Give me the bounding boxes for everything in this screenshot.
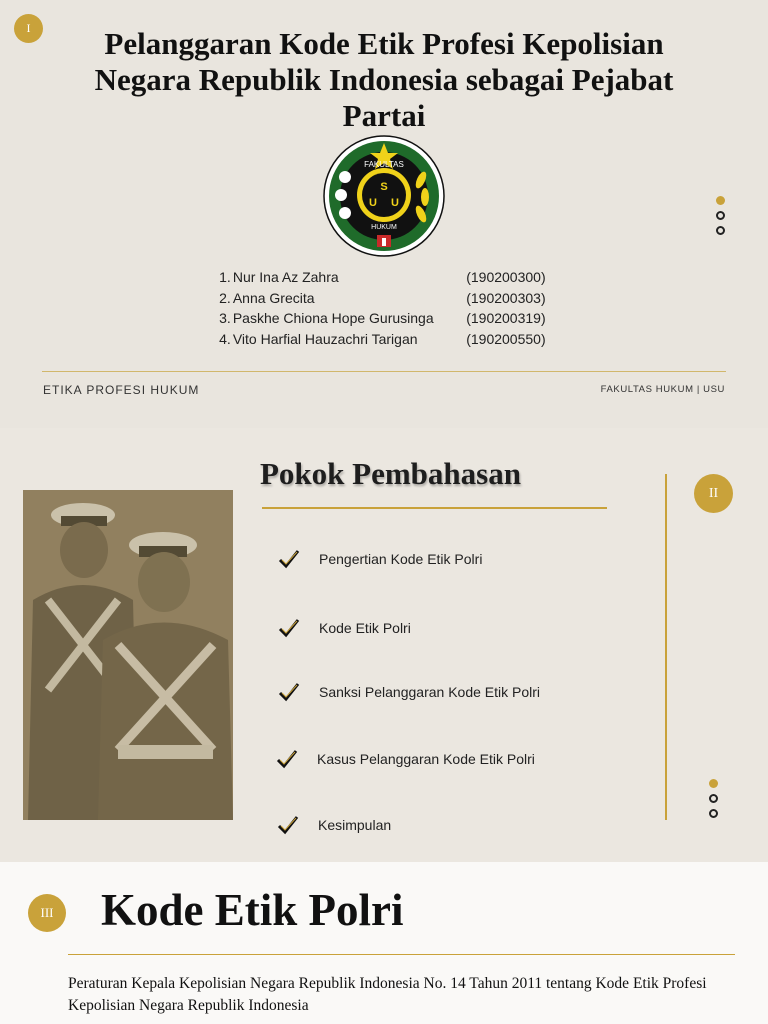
agenda-item[interactable] [277,616,411,640]
divider [68,954,735,955]
regulation-description: Peraturan Kepala Kepolisian Negara Republik Indonesia No. 14 Tahun 2011 tentang Kode Etik Profesi Kepolisian Negara Republik Indonesia [68,975,707,1014]
check-icon [277,680,301,704]
code-of-ethics-slide [0,862,768,1024]
faculty-name: FAKULTAS HUKUM | USU [600,384,725,395]
member-list [215,267,575,349]
member-name: Nur Ina Az Zahra [232,269,339,285]
logo-letter-u-right: U [391,197,399,209]
divider [42,371,726,372]
logo-letter-s: S [380,181,388,193]
page-dot-active[interactable] [709,779,718,788]
agenda-item[interactable] [277,680,540,704]
agenda-item-label: Kode Etik Polri [319,620,411,636]
presentation-title: Pelanggaran Kode Etik Profesi Kepolisian Negara Republik Indonesia sebagai Pejabat Partai [94,26,674,133]
page-dot-active[interactable] [716,196,725,205]
agenda-slide [0,428,768,862]
member-row [215,267,575,288]
member-number: 2. [219,289,231,306]
check-icon [276,813,300,837]
agenda-item-label: Pengertian Kode Etik Polri [319,551,483,567]
page-dot[interactable] [709,809,718,818]
member-number: 1. [219,269,231,285]
agenda-item[interactable] [275,747,535,771]
check-icon [275,747,299,771]
slide-number-badge: I [14,14,43,43]
check-icon [277,547,301,571]
pagination-dots [709,779,719,824]
member-id: (190200550) [466,330,546,347]
page-dot[interactable] [716,211,725,220]
police-officers-photo [23,490,233,820]
slide-number-badge: III [28,894,66,932]
page-dot[interactable] [709,794,718,803]
title-underline [262,507,607,509]
member-name: Vito Harfial Hauzachri Tarigan [232,330,418,347]
member-id: (190200303) [466,289,546,306]
logo-letter-u-left: U [369,197,377,209]
agenda-item-label: Sanksi Pelanggaran Kode Etik Polri [319,684,541,700]
agenda-item-label: Kesimpulan [318,817,392,833]
pagination-dots [716,196,726,241]
member-name: Paskhe Chiona Hope Gurusinga [232,310,434,326]
member-number: 4. [219,330,231,347]
logo-bottom-text: HUKUM [371,224,397,231]
logo-top-text: FAKULTAS [364,160,404,169]
page-dot[interactable] [716,226,725,235]
agenda-item[interactable] [276,813,391,837]
member-name: Anna Grecita [232,289,315,306]
member-row [215,329,575,350]
check-icon [277,616,301,640]
section-title: Kode Etik Polri [101,885,404,935]
usu-faculty-logo [323,135,445,257]
vertical-divider [665,474,667,820]
slide-number-badge: II [694,474,733,513]
member-id: (190200319) [466,310,546,326]
agenda-title: Pokok Pembahasan [260,456,521,491]
member-number: 3. [219,310,231,326]
member-row [215,288,575,309]
agenda-item-label: Kasus Pelanggaran Kode Etik Polri [317,751,535,767]
title-slide [0,0,768,428]
course-name: ETIKA PROFESI HUKUM [43,383,200,397]
member-row [215,308,575,329]
agenda-item[interactable] [277,547,482,571]
member-id: (190200300) [466,269,546,285]
